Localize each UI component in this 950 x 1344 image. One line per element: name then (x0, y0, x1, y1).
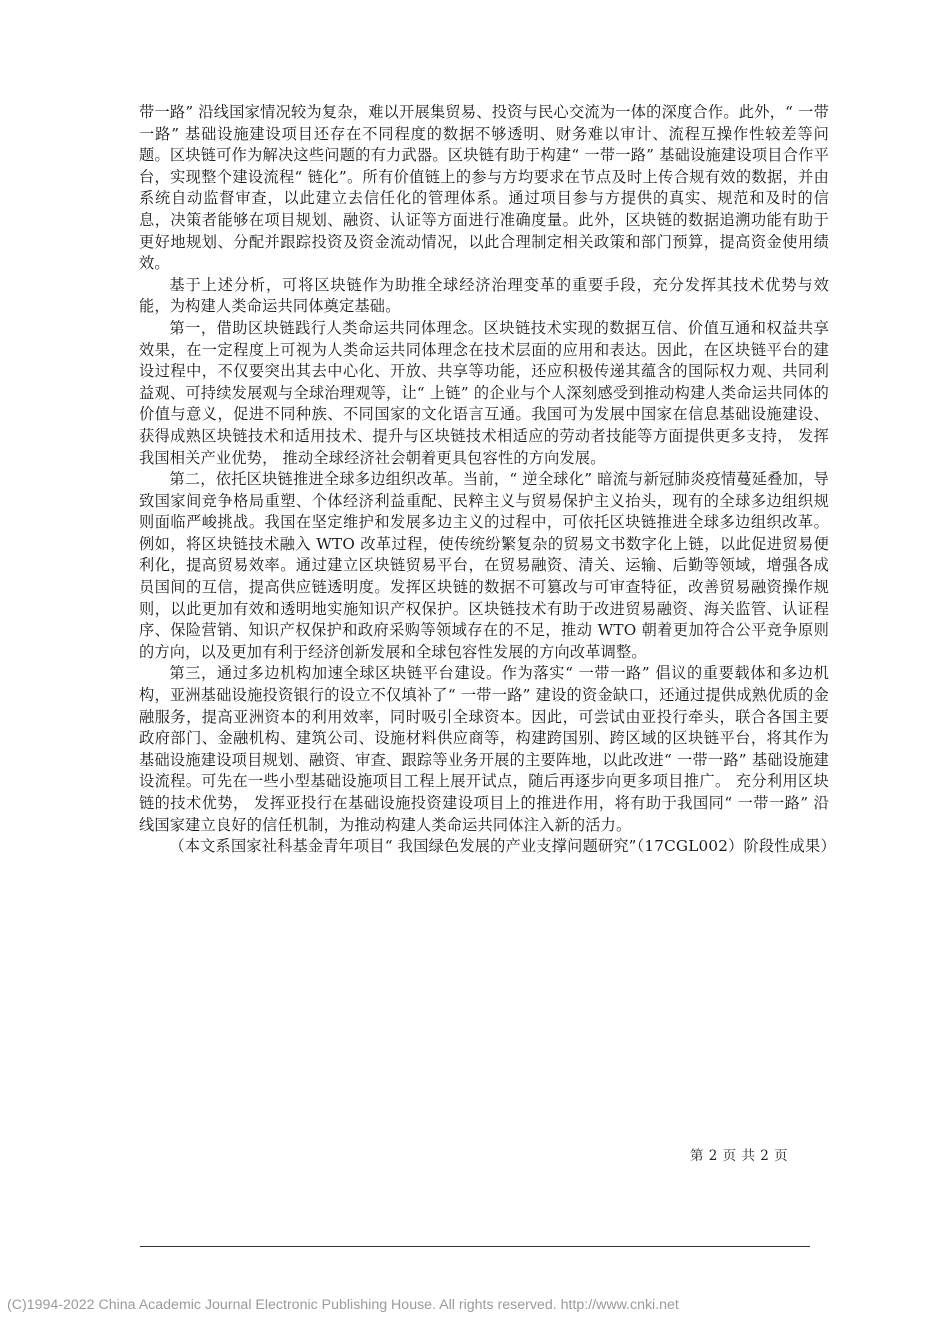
paragraph-third-point: 第三，通过多边机构加速全球区块链平台建设。作为落实“ 一带一路” 倡议的重要载体和多边机构，亚洲基础设施投资银行的设立不仅填补了“ 一带一路” 建设的资金缺口，还通过提供成熟优质的金融服务，提高亚洲资本的利用效率，同时吸引全球资本。因此，可尝试由亚投行牵头，联合各国主要政府部门、金融机构、建筑公司、设施材料供应商等，构建跨国别、跨区域的区块链平台，将其作为基础设施建设项目规划、融资、审查、跟踪等业务开展的主要阵地，以此改进“ 一带一路” 基础设施建设流程。可先在一些小型基础设施项目工程上展开试点，随后再逐步向更多项目推广。 充分利用区块链的技术优势， 发挥亚投行在基础设施投资建设项目上的推进作用，将有助于我国同“ 一带一路” 沿线国家建立良好的信任机制，为推动构建人类命运共同体注入新的活力。 (139, 664, 829, 834)
paragraph-summary: 基于上述分析，可将区块链作为助推全球经济治理变革的重要手段，充分发挥其技术优势与效能，为构建人类命运共同体奠定基础。 (139, 275, 829, 316)
paragraph-first-point: 第一，借助区块链践行人类命运共同体理念。区块链技术实现的数据互信、价值互通和权益共享效果，在一定程度上可视为人类命运共同体理念在技术层面的应用和表达。因此，在区块链平台的建设过程中，不仅要突出其去中心化、开放、共享等功能，还应积极传递其蕴含的国际权力观、共同利益观、可持续发展观与全球治理观等，让“ 上链” 的企业与个人深刻感受到推动构建人类命运共同体的价值与意义，促进不同种族、不同国家的文化语言互通。我国可为发展中国家在信息基础设施建设、获得成熟区块链技术和适用技术、提升与区块链技术相适应的劳动者技能等方面提供更多支持， 发挥我国相关产业优势， 推动全球经济社会朝着更具包容性的方向发展。 (139, 318, 829, 467)
funding-note: （本文系国家社科基金青年项目“ 我国绿色发展的产业支撑问题研究”（17CGL002）阶段性成果） (169, 837, 836, 856)
article-body (139, 102, 836, 858)
page-number: 第 2 页 共 2 页 (690, 1148, 789, 1164)
paragraph-second-point: 第二，依托区块链推进全球多边组织改革。当前，“ 逆全球化” 暗流与新冠肺炎疫情蔓延叠加，导致国家间竞争格局重塑、个体经济利益重配、民粹主义与贸易保护主义抬头，现有的全球多边组织规则面临严峻挑战。我国在坚定维护和发展多边主义的过程中，可依托区块链推进全球多边组织改革。例如，将区块链技术融入 WTO 改革过程，使传统纷繁复杂的贸易文书数字化上链，以此促进贸易便利化，提高贸易效率。通过建立区块链贸易平台，在贸易融资、清关、运输、后勤等领域，增强各成员国间的互信，提高供应链透明度。发挥区块链的数据不可篡改与可审查特征，改善贸易融资操作规则，以此更加有效和透明地实施知识产权保护。区块链技术有助于改进贸易融资、海关监管、认证程序、保险营销、知识产权保护和政府采购等领域存在的不足，推动 WTO 朝着更加符合公平竞争原则的方向，以及更加有利于经济创新发展和全球包容性发展的方向改革调整。 (139, 470, 829, 661)
paragraph-continuation: 带一路” 沿线国家情况较为复杂，难以开展集贸易、投资与民心交流为一体的深度合作。此外，“ 一带一路” 基础设施建设项目还存在不同程度的数据不够透明、财务难以审计、流程互操作性较差等问题。区块链可作为解决这些问题的有力武器。区块链有助于构建“ 一带一路” 基础设施建设项目合作平台，实现整个建设流程“ 链化”。所有价值链上的参与方均要求在节点及时上传合规有效的数据，并由系统自动监督审查，以此建立去信任化的管理体系。通过项目参与方提供的真实、规范和及时的信息，决策者能够在项目规划、融资、认证等方面进行准确度量。此外，区块链的数据追溯功能有助于更好地规划、分配并跟踪投资及资金流动情况，以此合理制定相关政策和部门预算，提高资金使用绩效。 (139, 103, 829, 273)
footer-divider (140, 1246, 810, 1247)
copyright-watermark: (C)1994-2022 China Academic Journal Electronic Publishing House. All rights reserved. http://www.cnki.net (7, 1297, 679, 1313)
